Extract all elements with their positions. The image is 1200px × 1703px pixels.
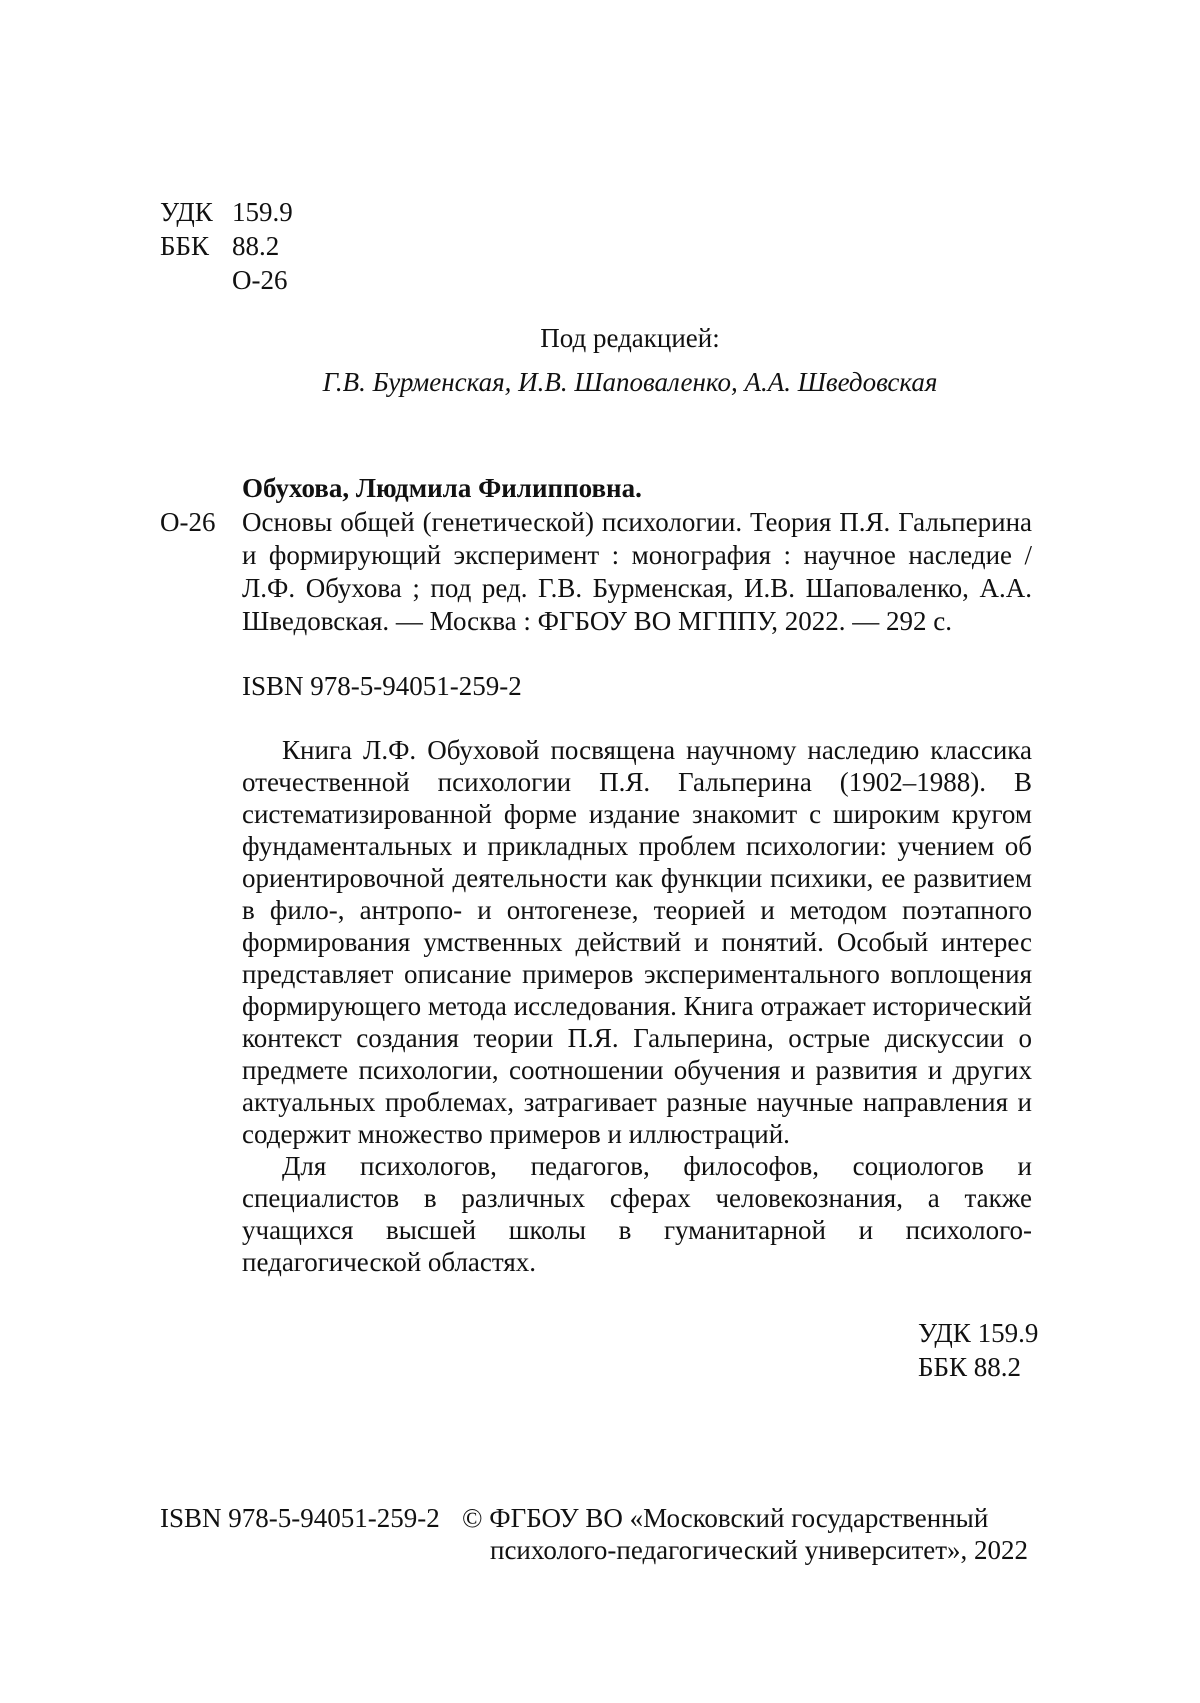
- bbk-value: 88.2: [232, 231, 280, 261]
- editors-label: Под редакцией:: [540, 323, 720, 353]
- annotation-paragraph-2: Для психологов, педагогов, философов, социологов и специалистов в различных сферах человекознания, а также учащихся высшей школы в гуманитарной и психолого-педагогической областях.: [242, 1151, 1032, 1277]
- bottom-bbk: ББК 88.2: [918, 1352, 1022, 1382]
- record-author-sign: О-26: [160, 507, 216, 537]
- copyright-line-1: © ФГБОУ ВО «Московский государственный: [462, 1503, 989, 1533]
- footer-copyright: [462, 1502, 1042, 1566]
- author-sign-top: О-26: [232, 265, 288, 295]
- record-isbn: ISBN 978-5-94051-259-2: [242, 671, 522, 701]
- bbk-row: [160, 230, 293, 264]
- record-description: Основы общей (генетической) психологии. Теория П.Я. Гальперина и формирующий эксперимент : монография : научное наследие / Л.Ф. Обухова ; под ред. Г.В. Бурменская, И.В. Шаповаленко, А.А. Шведовская. — Москва : ФГБОУ ВО МГППУ, 2022. — 292 с.: [242, 507, 1032, 636]
- bbk-label: ББК: [160, 231, 210, 261]
- author-sign-row: [160, 264, 293, 298]
- footer-isbn: ISBN 978-5-94051-259-2: [160, 1503, 440, 1533]
- classification-block: [160, 196, 293, 298]
- udk-row: [160, 196, 293, 230]
- annotation: [242, 734, 1032, 1278]
- annotation-paragraph-1: Книга Л.Ф. Обуховой посвящена научному наследию классика отечественной психологии П.Я. Гальперина (1902–1988). В систематизированной форме издание знакомит с широким кругом фундаментальных и прикладных проблем психологии: учением об ориентировочной деятельности как функции психики, ее развитием в фило-, антропо- и онтогенезе, теорией и методом поэтапного формирования умственных действий и понятий. Особый интерес представляет описание примеров экспериментального воплощения формирующего метода исследования. Книга отражает исторический контекст создания теории П.Я. Гальперина, острые дискуссии о предмете психологии, соотношении обучения и развития и других актуальных проблемах, затрагивает разные научные направления и содержит множество примеров и иллюстраций.: [242, 735, 1032, 1149]
- copyright-line-2: психолого-педагогический университет», 2022: [490, 1535, 1029, 1565]
- bottom-udk: УДК 159.9: [918, 1318, 1039, 1348]
- udk-value: 159.9: [232, 197, 293, 227]
- record-author: Обухова, Людмила Филипповна.: [242, 473, 642, 503]
- editors-names: Г.В. Бурменская, И.В. Шаповаленко, А.А. Шведовская: [322, 367, 938, 397]
- bottom-classification: [918, 1316, 1038, 1384]
- udk-label: УДК: [160, 197, 213, 227]
